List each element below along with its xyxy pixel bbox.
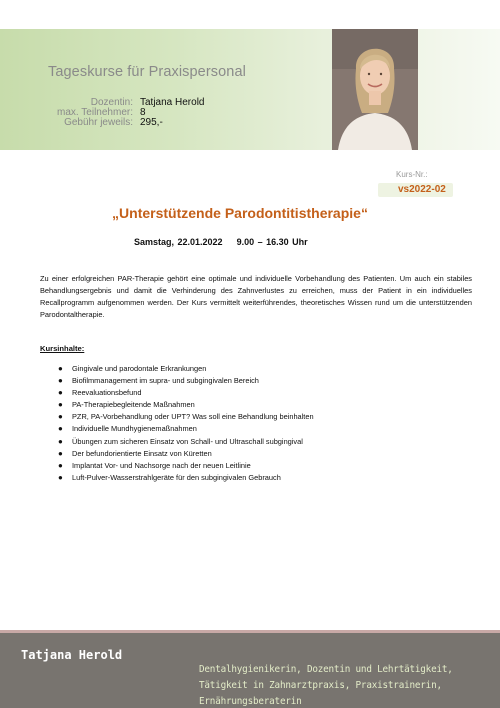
- bullet-icon: ●: [58, 388, 63, 398]
- portrait-illustration: [332, 29, 418, 150]
- footer-instructor-qualifications: Dentalhygienikerin, Dozentin und Lehrtätigkeit, Tätigkeit in Zahnarztpraxis, Praxistrainerin, Ernährungsberaterin: [199, 664, 453, 707]
- info-label: max. Teilnehmer:: [57, 107, 133, 118]
- bullet-icon: ●: [58, 376, 63, 386]
- bullet-icon: ●: [58, 364, 63, 373]
- list-item: ● PZR, PA-Vorbehandlung oder UPT? Was soll eine Behandlung beinhalten: [58, 411, 478, 423]
- footer-instructor-name: Tatjana Herold: [21, 648, 123, 662]
- list-item: ● Reevaluationsbefund: [58, 387, 478, 399]
- info-value: 295,-: [140, 117, 163, 128]
- course-description: Zu einer erfolgreichen PAR-Therapie gehört eine optimale und individuelle Vorbehandlung des Patienten. Um auch ein stabiles Behandlungsergebnis und damit die Verhinderung des Zahnverlustes zu erreichen, muss der Patient in ein individuelles Recallprogramm aufgenommen werden. Der Kurs vermittelt weiterführendes, theoretisches Wissen rund um die unterstützenden Parodontaltherapie.: [40, 274, 472, 319]
- list-item: ● Luft-Pulver-Wasserstrahlgeräte für den subgingivalen Gebrauch: [58, 472, 478, 484]
- bullet-icon: ●: [58, 436, 63, 446]
- bullet-icon: ●: [58, 412, 63, 422]
- bullet-icon: ●: [58, 472, 63, 482]
- header-title: Tageskurse für Praxispersonal: [48, 64, 246, 80]
- list-item: ● PA-Therapiebegleitende Maßnahmen: [58, 399, 478, 411]
- info-row-fee: [0, 116, 500, 129]
- bullet-icon: ●: [58, 400, 63, 410]
- list-item: ● Übungen zum sicheren Einsatz von Schall- und Ultraschall subgingival: [58, 436, 478, 448]
- info-value: Tatjana Herold: [140, 97, 205, 108]
- list-item: ● Biofilmmanagement im supra- und subgingivalen Bereich: [58, 375, 478, 387]
- info-label: Dozentin:: [90, 97, 133, 108]
- bullet-icon: ●: [58, 424, 63, 434]
- info-value: 8: [140, 107, 146, 118]
- list-item: ● Individuelle Mundhygienemaßnahmen: [58, 423, 478, 435]
- contents-heading: Kursinhalte:: [40, 344, 85, 353]
- course-date-time: Samstag, 22.01.2022 9.00 – 16.30 Uhr: [134, 237, 308, 247]
- list-item: ● Der befundorientierte Einsatz von Küretten: [58, 448, 478, 460]
- list-item: ● Gingivale und parodontale Erkrankungen: [58, 363, 478, 375]
- header-banner: [0, 29, 500, 150]
- course-title: „Unterstützende Parodontitistherapie“: [112, 205, 368, 221]
- list-item: ● Implantat Vor- und Nachsorge nach der neuen Leitlinie: [58, 460, 478, 472]
- contents-list: [58, 363, 478, 484]
- course-number-label: Kurs-Nr.:: [396, 170, 428, 179]
- course-number: vs2022-02: [398, 184, 446, 195]
- bullet-icon: ●: [58, 448, 63, 458]
- info-label: Gebühr jeweils:: [64, 117, 133, 128]
- instructor-portrait-photo: [332, 29, 418, 150]
- bullet-icon: ●: [58, 460, 63, 470]
